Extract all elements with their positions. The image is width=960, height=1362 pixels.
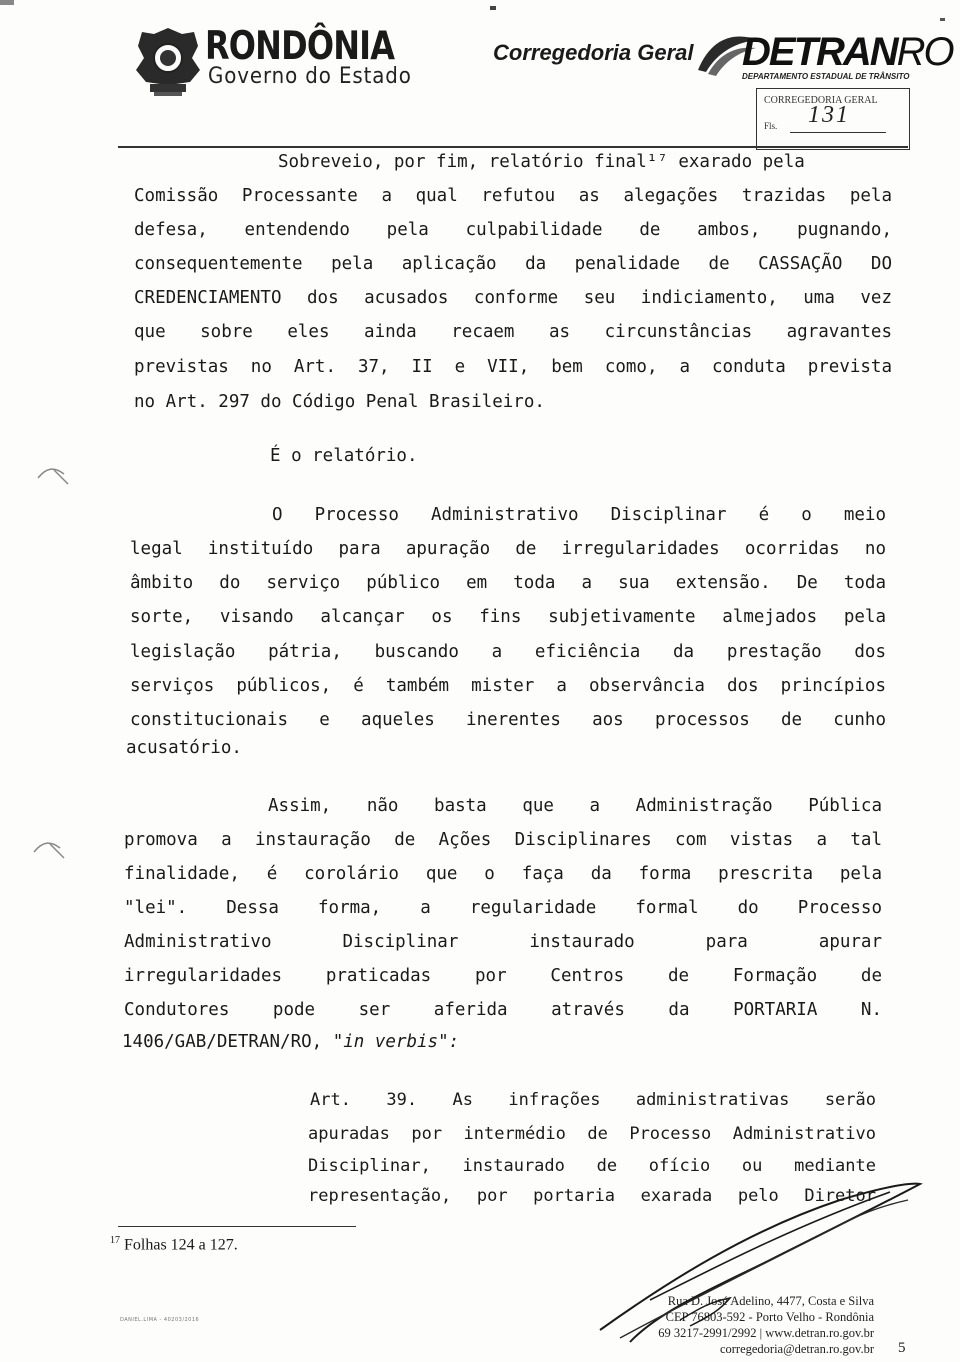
text-line: defesa, entendendo pela culpabilidade de ambos, pugnando, [134,220,892,240]
handwritten-signature [590,1170,930,1350]
address-line: corregedoria@detran.ro.gov.br [719,1342,874,1356]
scan-speck [940,18,945,21]
agency-logo [742,30,953,75]
state-subtitle: Governo do Estado [208,64,412,89]
text-line: constitucionais e aqueles inerentes aos processos de cunho [130,710,886,730]
quote-line: representação, por portaria exarada pelo Diretor [308,1186,876,1206]
text-line: O Processo Administrativo Disciplinar é o meio [272,505,886,525]
page-number: 5 [898,1340,906,1356]
text-line: irregularidades praticadas por Centros de Formação de [124,966,882,986]
stamp-underline [790,132,886,133]
text-line: legal instituído para apuração de irregularidades ocorridas no [130,539,886,559]
text-line: acusatório. [126,738,242,758]
footnote-text: Folhas 124 a 127. [124,1236,238,1254]
quote-line: Art. 39. As infrações administrativas serão [310,1090,876,1110]
address-line: Rua D. José Adelino, 4477, Costa e Silva [667,1294,874,1308]
text-line: finalidade, é corolário que o faça da forma prescrita pela [124,864,882,884]
text-line: no Art. 297 do Código Penal Brasileiro. [134,392,545,412]
state-coat-of-arms-icon [132,24,204,102]
margin-check-icon [34,458,74,488]
text-line: consequentemente pela aplicação da penalidade de CASSAÇÃO DO [134,254,892,274]
quote-line: apuradas por intermédio de Processo Administrativo [308,1124,876,1144]
stamp-fls-label: Fls. [764,121,778,131]
text-line: previstas no Art. 37, II e VII, bem como, a conduta prevista [134,357,892,377]
text-line: Condutores pode ser aferida através da PORTARIA N. [124,1000,882,1020]
text-line: promova a instauração de Ações Disciplinares com vistas a tal [124,830,882,850]
text-line: âmbito do serviço público em toda a sua extensão. De toda [130,573,886,593]
text-line: legislação pátria, buscando a eficiência da prestação dos [130,642,886,662]
stamp-title: CORREGEDORIA GERAL [764,95,878,106]
document-reference: DANIEL.LIMA - 40203/2016 [120,1317,200,1323]
agency-logo-main: DETRAN [742,30,897,74]
state-title: RONDÔNIA [205,24,395,69]
text-line: Assim, não basta que a Administração Pública [268,796,882,816]
text-line: sorte, visando alcançar os fins subjetivamente almejados pela [130,607,886,627]
margin-check-icon [30,832,70,862]
header-divider [118,146,908,148]
text-line: Administrativo Disciplinar instaurado para apurar [124,932,882,952]
text-line: Comissão Processante a qual refutou as alegações trazidas pela [134,186,892,206]
quote-line: Disciplinar, instaurado de ofício ou mediante [308,1156,876,1176]
text-line: CREDENCIAMENTO dos acusados conforme seu indiciamento, uma vez [134,288,892,308]
text-line: que sobre eles ainda recaem as circunstâncias agravantes [134,322,892,342]
office-name: Corregedoria Geral [493,40,694,65]
text-line: Sobreveio, por fim, relatório final¹⁷ exarado pela [278,152,805,172]
scan-edge-mark [0,0,14,5]
address-line: CEP 76803-592 - Porto Velho - Rondônia [665,1310,874,1324]
text-line: "lei". Dessa forma, a regularidade formal do Processo [124,898,882,918]
relatorio-line: É o relatório. [270,446,418,466]
in-verbis: "in verbis": [332,1032,460,1052]
footnote [110,1235,238,1254]
agency-logo-suffix: RO [896,30,953,74]
text-line: serviços públicos, é também mister a observância dos princípios [130,676,886,696]
address-line: 69 3217-2991/2992 | www.detran.ro.gov.br [658,1326,874,1340]
scan-speck [490,6,496,10]
stamp-page-number: 131 [808,102,850,128]
footnote-divider [118,1226,356,1227]
agency-subtitle: DEPARTAMENTO ESTADUAL DE TRÂNSITO [742,72,910,81]
footnote-marker: 17 [110,1235,120,1246]
text-line [122,1032,459,1052]
portaria-ref: 1406/GAB/DETRAN/RO, [122,1032,323,1052]
